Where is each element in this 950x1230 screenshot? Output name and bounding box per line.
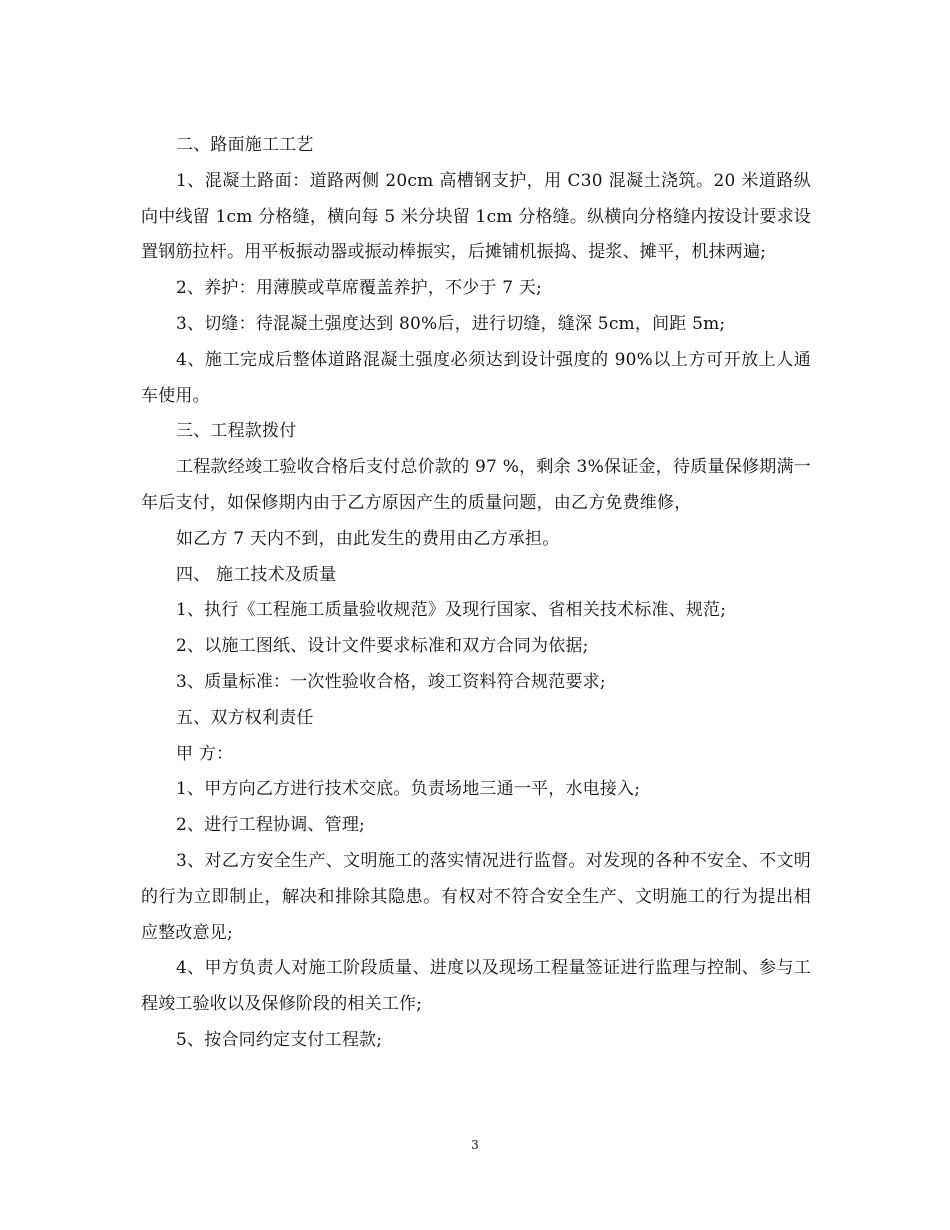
section-heading-payment: 三、工程款拨付 [176,421,297,442]
document-body [141,128,811,1059]
paragraph-quality-standards: 1、执行《工程施工质量验收规范》及现行国家、省相关技术标准、规范; [176,600,727,621]
section-heading-technique-quality: 四、 施工技术及质量 [176,564,337,585]
paragraph-strength-requirement: 4、施工完成后整体道路混凝土强度必须达到设计强度的 90%以上方可开放上人通车使用。 [141,349,811,406]
paragraph-party-a-item-2: 2、进行工程协调、管理; [176,815,365,836]
paragraph-quality-target: 3、质量标准：一次性验收合格，竣工资料符合规范要求; [176,671,606,692]
section-heading-pavement-process: 二、路面施工工艺 [176,135,314,155]
paragraph-basis: 2、以施工图纸、设计文件要求标准和双方合同为依据; [176,636,589,657]
page-number: 3 [471,1138,479,1152]
paragraph-party-a-item-4: 4、甲方负责人对施工阶段质量、进度以及现场工程量签证进行监理与控制、参与工程竣工验收以及保修阶段的相关工作; [141,958,811,1015]
party-a-label: 甲 方： [176,743,234,764]
paragraph-payment-costs: 如乙方 7 天内不到，由此发生的费用由乙方承担。 [176,528,560,549]
paragraph-party-a-item-3: 3、对乙方安全生产、文明施工的落实情况进行监督。对发现的各种不安全、不文明的行为立即制止，解决和排除其隐患。有权对不符合安全生产、文明施工的行为提出相应整改意见; [141,850,811,943]
paragraph-curing: 2、养护：用薄膜或草席覆盖养护，不少于 7 天; [176,278,542,299]
paragraph-party-a-item-5: 5、按合同约定支付工程款; [176,1029,383,1050]
paragraph-party-a-item-1: 1、甲方向乙方进行技术交底。负责场地三通一平，水电接入; [176,779,641,800]
section-heading-rights-responsibilities: 五、双方权利责任 [176,707,314,728]
paragraph-payment-terms: 工程款经竣工验收合格后支付总价款的 97 %，剩余 3%保证金，待质量保修期满一年后支付，如保修期内由于乙方原因产生的质量问题，由乙方免费维修， [141,457,811,513]
paragraph-concrete-pavement: 1、混凝土路面：道路两侧 20cm 高槽钢支护，用 C30 混凝土浇筑。20 米道路纵向中线留 1cm 分格缝，横向每 5 米分块留 1cm 分格缝。纵横向分格缝内按设计要求设置钢筋拉杆。用平板振动器或振动棒振实，后摊铺机振捣、提浆、摊平，机抹两遍; [141,170,811,263]
paragraph-joint-cutting: 3、切缝：待混凝土强度达到 80%后，进行切缝，缝深 5cm，间距 5m; [176,313,726,334]
